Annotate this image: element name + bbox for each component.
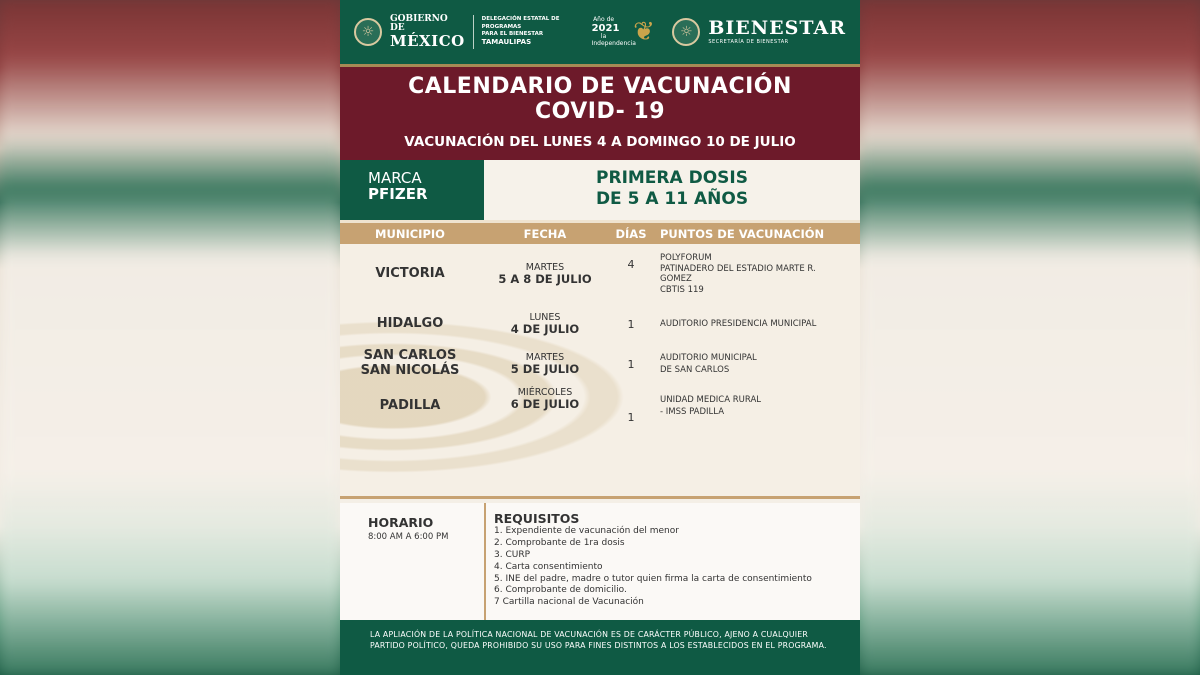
- requisito-item: 2. Comprobante de 1ra dosis: [494, 537, 625, 548]
- marca-name: PFIZER: [368, 185, 428, 204]
- requisito-item: 1. Expendiente de vacunación del menor: [494, 526, 679, 536]
- table-body: [340, 244, 860, 499]
- page-title: CALENDARIO DE VACUNACIÓN: [408, 74, 792, 99]
- municipio-name-2: SAN NICOLÁS: [360, 363, 460, 378]
- marca-label: MARCA: [368, 169, 422, 187]
- fecha-date: 4 DE JULIO: [510, 321, 580, 336]
- requisito-item: 4. Carta consentimiento: [494, 561, 603, 572]
- gobierno-line2: MÉXICO: [390, 31, 465, 50]
- fecha-cell: [480, 313, 610, 335]
- punto-item: AUDITORIO MUNICIPAL: [660, 353, 757, 364]
- punto-item: CBTIS 119: [660, 285, 704, 296]
- punto-item: PATINADERO DEL ESTADIO MARTE R. GOMEZ: [660, 263, 816, 284]
- delegacion-line2: PARA EL BIENESTAR: [481, 30, 544, 37]
- year-emblem: [591, 15, 636, 48]
- poster-header: [340, 0, 860, 64]
- requisito-item: 5. INE del padre, madre o tutor quien firma la carta de consentimiento: [494, 573, 812, 584]
- municipio-cell: [340, 267, 480, 282]
- punto-item: POLYFORUM: [660, 252, 712, 263]
- table-row: [340, 344, 860, 384]
- vaccination-poster: [340, 0, 860, 675]
- header-dias: DÍAS: [615, 226, 647, 241]
- municipio-name: HIDALGO: [376, 315, 444, 331]
- punto-item: DE SAN CARLOS: [660, 364, 730, 375]
- fecha-cell: [480, 263, 610, 285]
- header-municipio: MUNICIPIO: [375, 226, 445, 241]
- requisitos-label: REQUISITOS: [494, 511, 580, 526]
- table-header: [340, 220, 860, 244]
- dosis-line2: DE 5 A 11 AÑOS: [595, 189, 749, 210]
- header-divider: [473, 15, 474, 49]
- fecha-day: LUNES: [529, 311, 561, 323]
- marca-box: [340, 160, 484, 220]
- blurred-background-left: [0, 0, 340, 675]
- fecha-day: MARTES: [525, 351, 565, 363]
- table-bottom-rule: [340, 496, 860, 499]
- dias-cell: 1: [627, 357, 635, 371]
- year-value: 2021: [591, 23, 620, 35]
- requisitos-section: [484, 503, 860, 620]
- header-fecha: FECHA: [523, 226, 567, 241]
- title-band: [340, 64, 860, 160]
- horario-section: [340, 503, 484, 620]
- municipio-name: PADILLA: [379, 397, 441, 413]
- footer-disclaimer: LA APLIACIÓN DE LA POLÍTICA NACIONAL DE VACUNACIÓN ES DE CARÁCTER PÚBLICO, AJENO A CUALQUIER PARTIDO POLÍTICO, QUEDA PROHIBIDO SU USO PARA FINES DISTINTOS A LOS ESTABLECIDOS EN EL PROGRAMA.: [340, 620, 860, 675]
- fecha-date: 5 DE JULIO: [510, 361, 580, 376]
- fecha-date: 6 DE JULIO: [510, 396, 580, 411]
- puntos-cell: [652, 394, 860, 417]
- table-row: [340, 384, 860, 428]
- requisito-item: 6. Comprobante de domicilio.: [494, 585, 627, 596]
- dias-cell: 1: [627, 317, 635, 331]
- requisito-item: 3. CURP: [494, 549, 530, 560]
- municipio-cell: [340, 349, 480, 378]
- horario-label: HORARIO: [368, 515, 434, 530]
- delegacion-state: TAMAULIPAS: [481, 38, 532, 47]
- municipio-name: SAN CARLOS: [363, 348, 457, 364]
- gobierno-mexico-logo: [390, 15, 465, 50]
- table-row: [340, 252, 860, 296]
- puntos-cell: [652, 352, 860, 375]
- fecha-date: 5 A 8 DE JULIO: [498, 271, 592, 286]
- blurred-background-right: [860, 0, 1200, 675]
- eagle-seal-icon: ☼: [354, 18, 382, 46]
- horario-value: 8:00 AM A 6:00 PM: [368, 532, 449, 542]
- bienestar-logo: [708, 19, 846, 45]
- page-title-line2: COVID- 19: [534, 98, 666, 124]
- table-row: [340, 306, 860, 342]
- dias-cell: 4: [627, 258, 635, 271]
- page-subtitle: VACUNACIÓN DEL LUNES 4 A DOMINGO 10 DE JULIO: [404, 134, 796, 151]
- year-sub: la Independencia: [591, 33, 636, 47]
- dosis-line1: PRIMERA DOSIS: [596, 168, 748, 188]
- dosis-box: [484, 160, 860, 220]
- brand-row: [340, 160, 860, 220]
- header-puntos: PUNTOS DE VACUNACIÓN: [660, 226, 825, 241]
- municipio-cell: [340, 317, 480, 332]
- fecha-day: MARTES: [525, 261, 565, 273]
- bienestar-seal-icon: ☼: [672, 18, 700, 46]
- delegacion-line1: DELEGACIÓN ESTATAL DE PROGRAMAS: [481, 16, 560, 30]
- municipio-cell: [340, 399, 480, 414]
- punto-item: - IMSS PADILLA: [660, 406, 725, 417]
- delegacion-label: [482, 16, 584, 48]
- requisito-item: 7 Cartilla nacional de Vacunación: [494, 597, 644, 608]
- dias-cell: 1: [627, 411, 635, 424]
- gobierno-line1: GOBIERNO DE: [390, 13, 448, 34]
- brand-name: BIENESTAR: [708, 17, 846, 39]
- municipio-name: VICTORIA: [375, 265, 445, 281]
- puntos-cell: [652, 318, 860, 330]
- fecha-cell: [480, 353, 610, 375]
- fecha-day: MIÉRCOLES: [517, 387, 573, 398]
- brand-sub: SECRETARÍA DE BIENESTAR: [708, 39, 789, 45]
- year-label: Año de: [593, 15, 615, 23]
- punto-item: AUDITORIO PRESIDENCIA MUNICIPAL: [660, 318, 817, 329]
- info-box: [340, 503, 860, 620]
- punto-item: UNIDAD MEDICA RURAL: [660, 395, 761, 406]
- eagle-emblem-icon: ❦: [633, 17, 655, 47]
- puntos-cell: [652, 252, 860, 297]
- fecha-cell: [480, 388, 610, 410]
